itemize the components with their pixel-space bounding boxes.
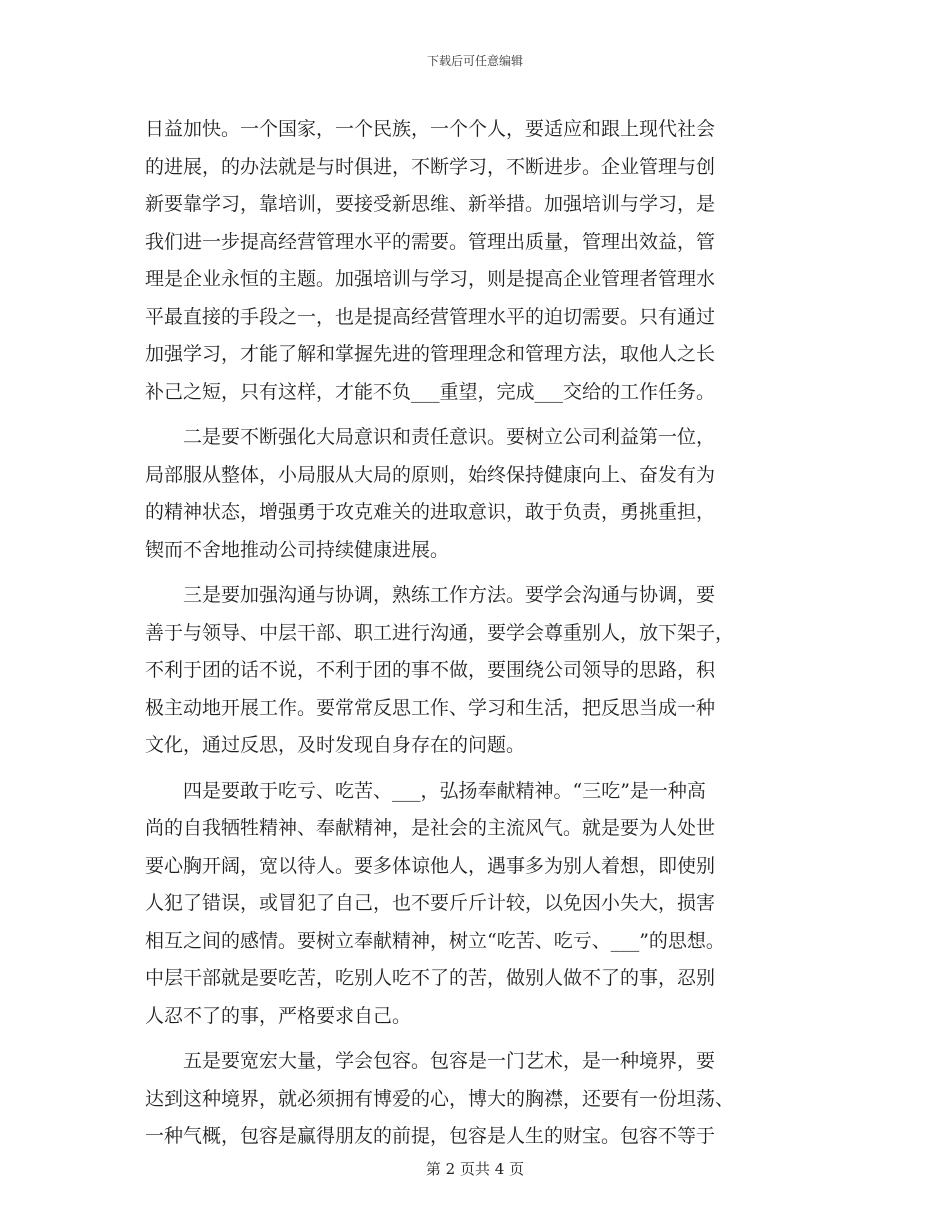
text-line: 尚的自我牺牲精神、奉献精神，是社会的主流风气。就是要为人处世: [145, 817, 716, 839]
text-line: 的精神状态，增强勇于攻克难关的进取意识，敢于负责，勇挑重担，: [145, 501, 716, 523]
text-line: 日益加快。一个国家，一个民族，一个个人，要适应和跟上现代社会: [145, 118, 716, 140]
text-line: 的进展，的办法就是与时俱进，不断学习，不断进步。企业管理与创: [145, 155, 716, 178]
page-footer: 第 2 页共 4 页: [425, 1160, 525, 1178]
text-line: 锲而不舍地推动公司持续健康进展。: [145, 538, 450, 561]
paragraph-1: [145, 111, 800, 411]
text-line: 极主动地开展工作。要常常反思工作、学习和生活，把反思当成一种: [145, 696, 716, 719]
document-body: [145, 111, 800, 1156]
text-line: 加强学习，才能了解和掌握先进的管理理念和管理方法，取他人之长: [145, 343, 716, 365]
text-line: 五是要宽宏大量，学会包容。包容是一门艺术，是一种境界，要: [145, 1050, 716, 1072]
text-line: 达到这种境界，就必须拥有博爱的心，博大的胸襟，还要有一份坦荡、: [145, 1087, 735, 1110]
text-line: 二是要不断强化大局意识和责任意识。要树立公司利益第一位，: [145, 426, 716, 448]
text-line: 补己之短，只有这样，才能不负___重望，完成___交给的工作任务。: [145, 380, 716, 403]
text-line: 中层干部就是要吃苦，吃别人吃不了的苦，做别人做不了的事，忍别: [145, 967, 716, 989]
text-line: 要心胸开阔，宽以待人。要多体谅他人，遇事多为别人着想，即使别: [145, 854, 716, 877]
text-line: 三是要加强沟通与协调，熟练工作方法。要学会沟通与协调，要: [145, 584, 716, 606]
text-line: 我们进一步提高经营管理水平的需要。管理出质量，管理出效益，管: [145, 230, 716, 253]
text-line: 新要靠学习，靠培训，要接受新思维、新举措。加强培训与学习，是: [145, 193, 716, 215]
text-line: 一种气概，包容是赢得朋友的前提，包容是人生的财宝。包容不等于: [145, 1125, 716, 1147]
paragraph-2: [145, 419, 800, 569]
text-line: 局部服从整体，小局服从大局的原则，始终保持健康向上、奋发有为: [145, 463, 716, 486]
text-line: 相互之间的感情。要树立奉献精神，树立“吃苦、吃亏、___”的思想。: [145, 929, 725, 952]
text-line: 文化，通过反思，及时发现自身存在的问题。: [145, 734, 526, 756]
text-line: 四是要敢于吃亏、吃苦、___，弘扬奉献精神。“三吃”是一种高: [145, 779, 706, 802]
text-line: 理是企业永恒的主题。加强培训与学习，则是提高企业管理者管理水: [145, 268, 716, 290]
text-line: 人忍不了的事，严格要求自己。: [145, 1004, 412, 1027]
page-header: 下载后可任意编辑: [426, 54, 523, 68]
paragraph-5: [145, 1043, 800, 1156]
text-line: 善于与领导、中层干部、职工进行沟通，要学会尊重别人，放下架子，: [145, 621, 735, 644]
text-line: 平最直接的手段之一，也是提高经营管理水平的迫切需要。只有通过: [145, 305, 716, 328]
paragraph-3: [145, 577, 800, 765]
paragraph-4: [145, 773, 800, 1036]
text-line: 不利于团的话不说，不利于团的事不做，要围绕公司领导的思路，积: [145, 659, 716, 681]
text-line: 人犯了错误，或冒犯了自己，也不要斤斤计较，以免因小失大，损害: [145, 892, 716, 914]
